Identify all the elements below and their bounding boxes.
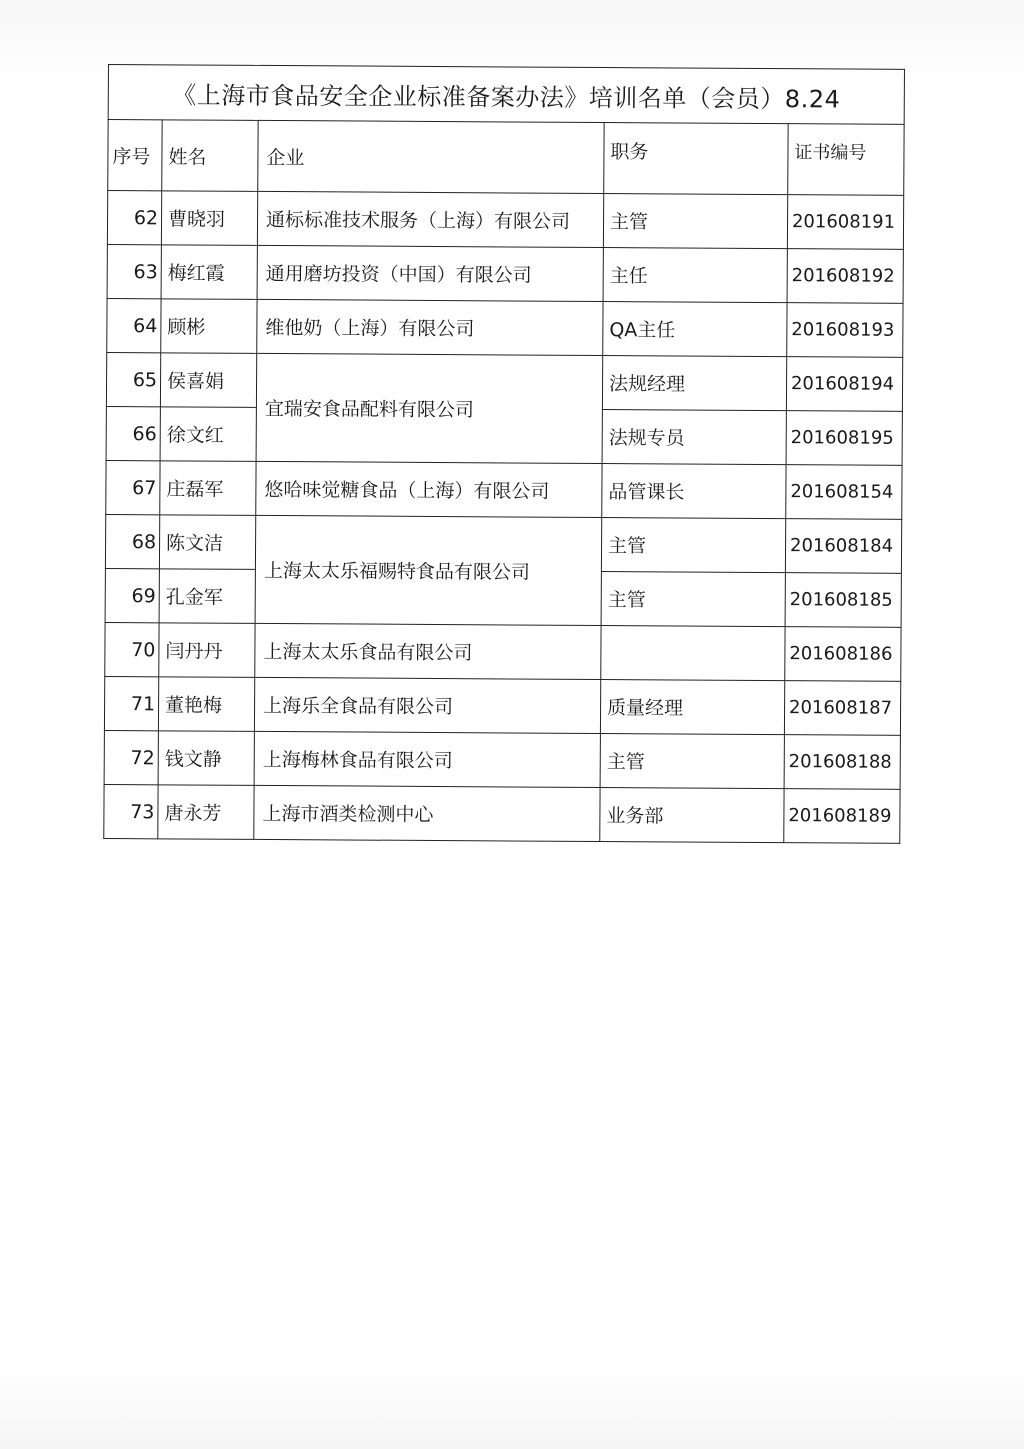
row-role: 主管 [603,194,787,249]
row-cert: 201608191 [787,195,903,250]
row-name: 顾彬 [161,299,257,354]
table-row [106,460,902,519]
row-role: 法规经理 [602,356,786,411]
row-num: 66 [106,406,160,460]
row-cert: 201608186 [785,627,901,682]
row-role: 主管 [600,734,784,789]
row-cert: 201608154 [786,465,902,520]
row-company: 上海太太乐食品有限公司 [255,623,601,679]
header-company: 企业 [258,120,604,193]
table-row [104,676,900,735]
row-company: 上海市酒类检测中心 [254,785,600,841]
row-role: 品管课长 [602,464,786,519]
training-roster [103,64,904,844]
row-name: 唐永芳 [158,785,254,840]
row-name: 董艳梅 [158,677,254,732]
row-num: 69 [105,568,159,622]
row-name: 钱文静 [158,731,254,786]
row-cert: 201608184 [785,519,901,574]
row-num: 62 [107,191,161,245]
header-num: 序号 [108,120,162,191]
header-cert: 证书编号 [788,124,904,196]
row-company: 维他奶（上海）有限公司 [257,299,603,355]
row-cert: 201608192 [787,249,903,304]
row-num: 71 [104,676,158,730]
header-row [108,120,904,196]
row-num: 63 [107,244,161,298]
row-name: 曹晓羽 [161,191,257,246]
row-role: QA主任 [603,302,787,357]
table-row [107,244,903,303]
row-role [601,626,785,681]
title-row [108,65,904,125]
table-row [106,352,902,411]
row-num: 68 [105,514,159,568]
row-num: 64 [107,298,161,352]
row-role: 主任 [603,248,787,303]
row-name: 徐文红 [160,407,256,462]
row-cert: 201608185 [785,573,901,628]
document-title: 《上海市食品安全企业标准备案办法》培训名单（会员）8.24 [108,65,904,125]
row-company-merged: 上海太太乐福赐特食品有限公司 [255,515,602,625]
row-cert: 201608195 [786,411,902,466]
row-company: 通用磨坊投资（中国）有限公司 [257,245,603,301]
row-num: 70 [105,622,159,676]
row-role: 主管 [601,572,785,627]
row-cert: 201608188 [784,735,900,790]
row-num: 65 [106,352,160,406]
row-cert: 201608187 [784,681,900,736]
roster-table [103,64,905,844]
row-role: 主管 [601,518,785,573]
row-name: 梅红霞 [161,245,257,300]
row-company: 上海乐全食品有限公司 [254,677,600,733]
row-cert: 201608194 [786,357,902,412]
row-name: 孔金军 [159,569,255,624]
header-role: 职务 [604,123,788,195]
table-row [104,784,900,843]
table-row [107,298,903,357]
row-role: 业务部 [600,788,784,843]
row-company-merged: 宜瑞安食品配料有限公司 [256,353,603,463]
row-name: 侯喜娟 [160,353,256,408]
row-name: 闫丹丹 [159,623,255,678]
row-name: 庄磊军 [160,461,256,516]
row-company: 通标标准技术服务（上海）有限公司 [257,191,603,247]
row-name: 陈文洁 [159,515,255,570]
table-row [105,514,901,573]
row-role: 法规专员 [602,410,786,465]
row-cert: 201608189 [784,789,900,844]
row-company: 上海梅林食品有限公司 [254,731,600,787]
row-company: 悠哈味觉糖食品（上海）有限公司 [256,461,602,517]
row-cert: 201608193 [787,303,903,358]
row-num: 72 [104,730,158,784]
row-num: 67 [106,460,160,514]
table-row [107,191,903,250]
row-num: 73 [104,784,158,838]
header-name: 姓名 [162,120,258,192]
table-row [105,622,901,681]
row-role: 质量经理 [600,680,784,735]
table-row [104,730,900,789]
